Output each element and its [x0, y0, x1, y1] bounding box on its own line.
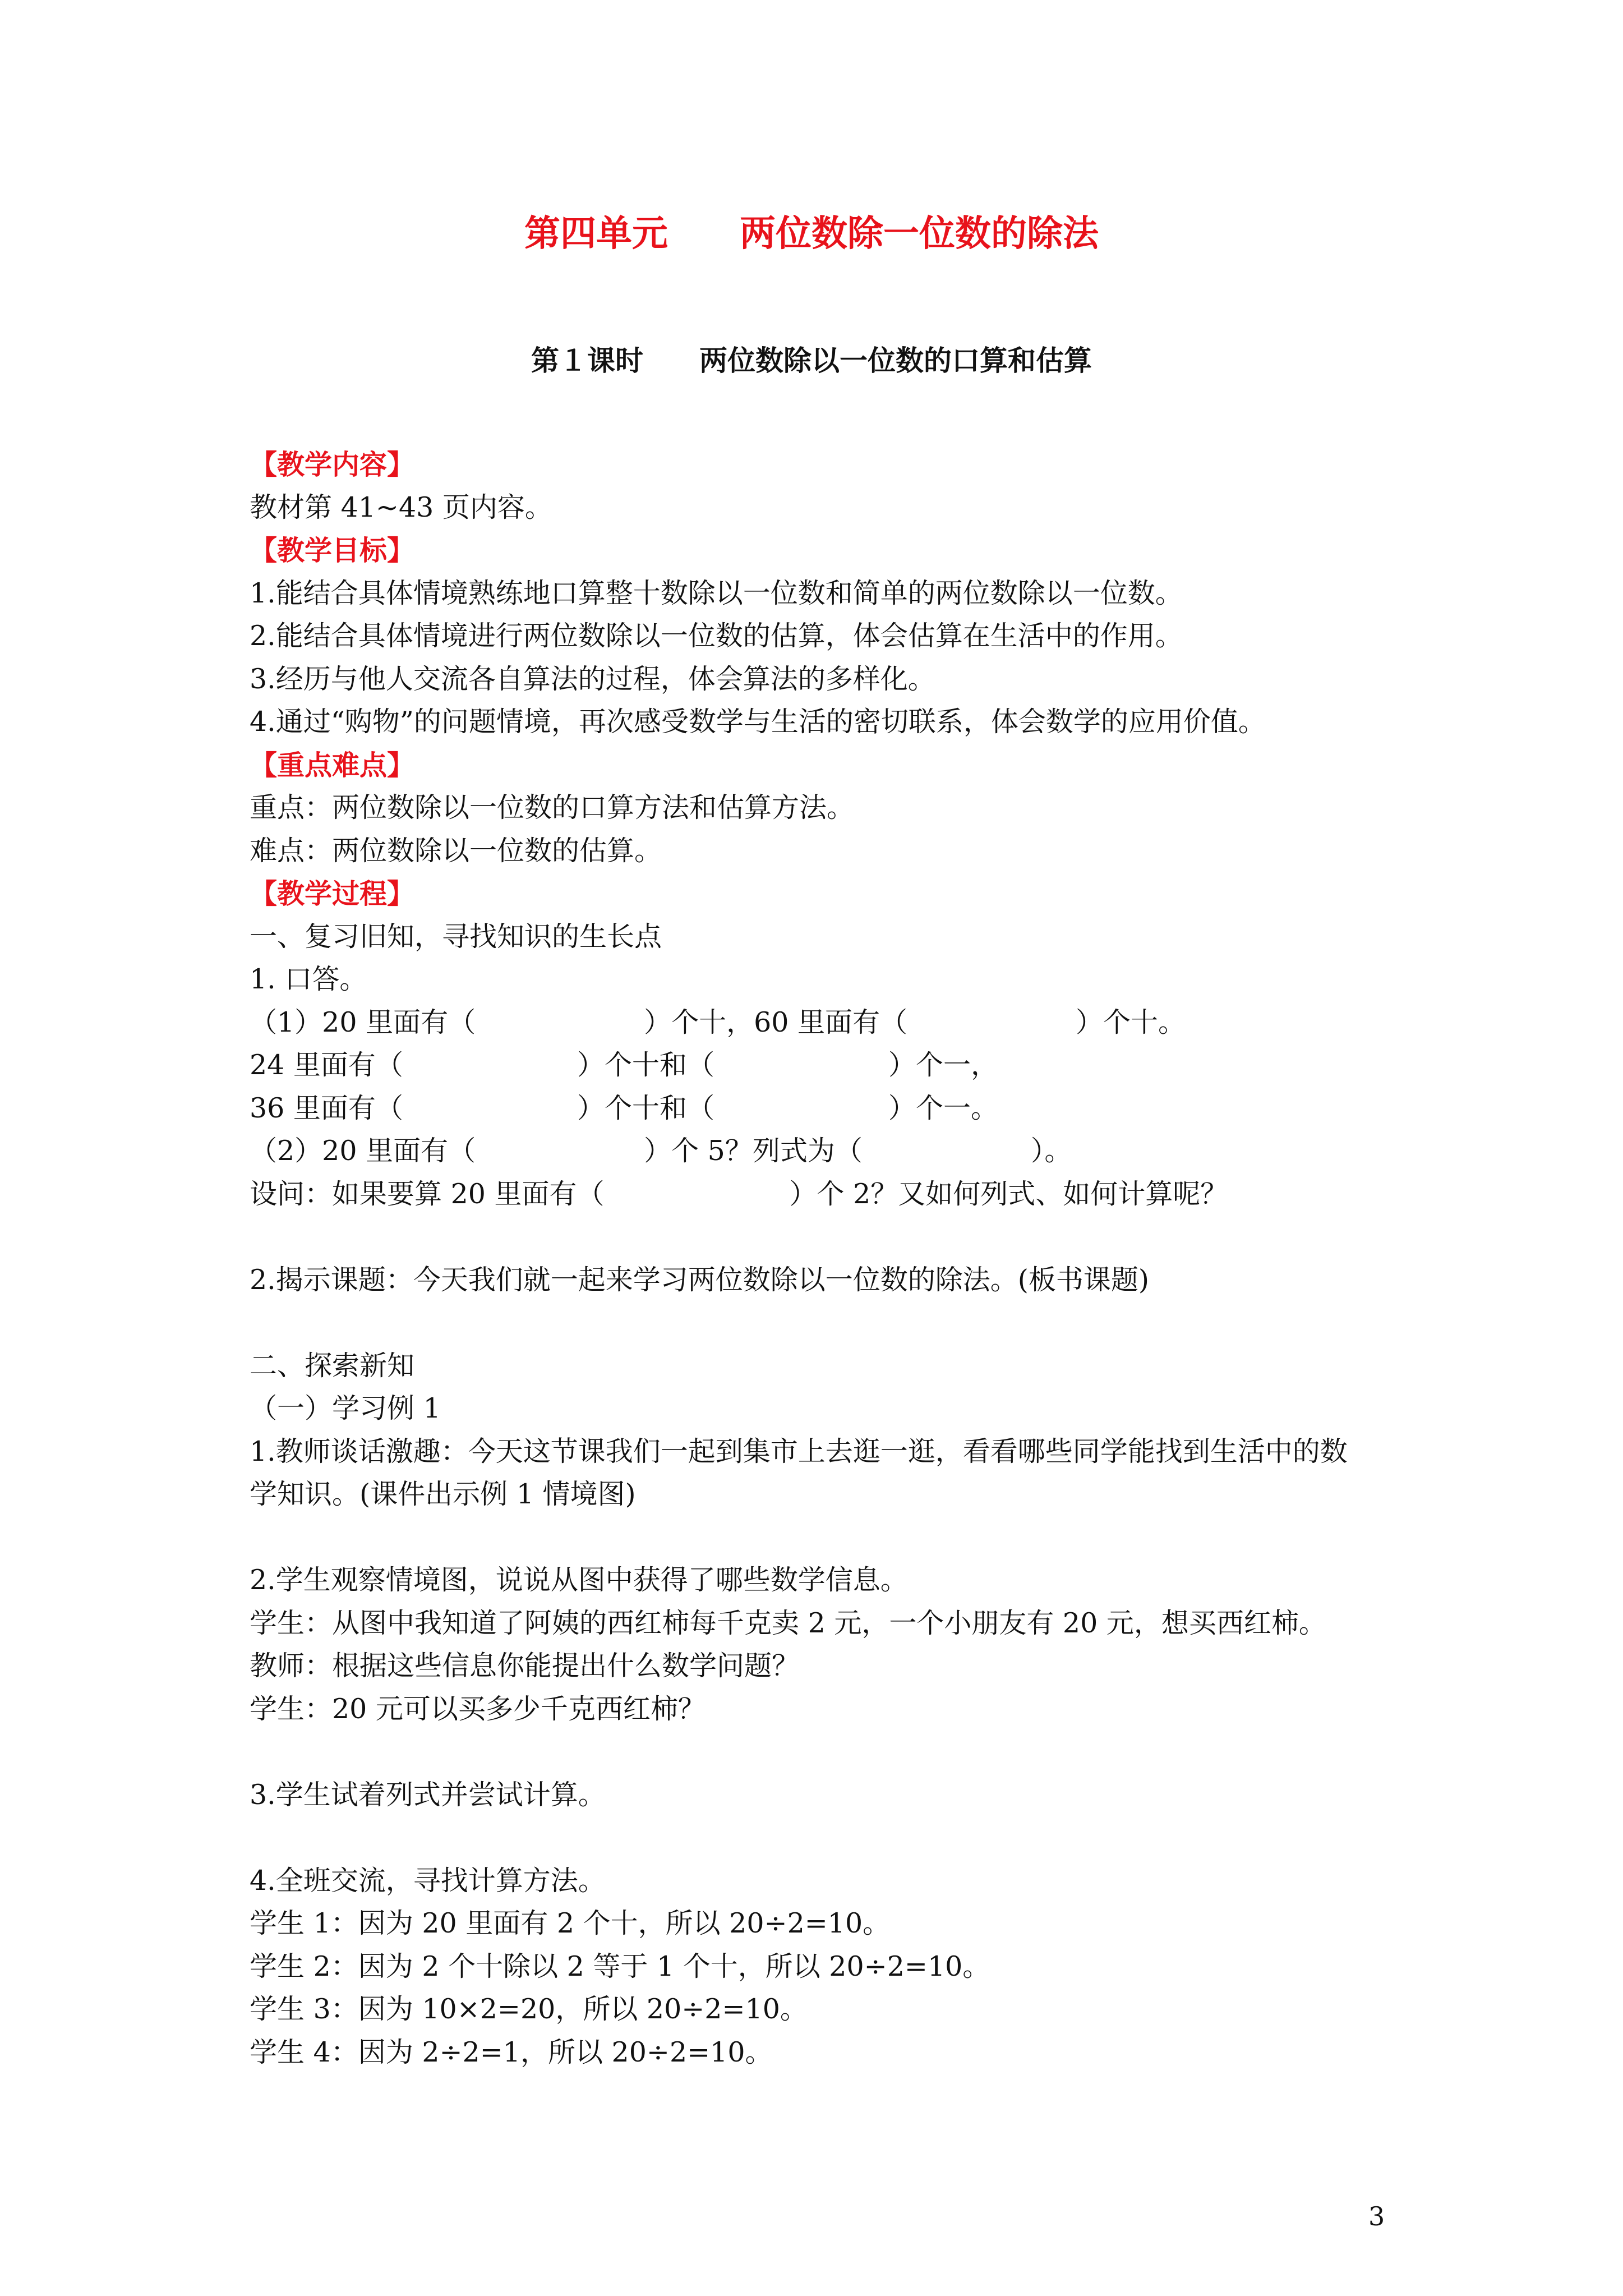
lesson-title: 第１课时 两位数除以一位数的口算和估算	[531, 344, 1092, 377]
question-part: ）个一。	[888, 1092, 998, 1124]
dialogue-line: 学生：从图中我知道了阿姨的西红柿每千克卖 2 元，一个小朋友有 20 元，想买西红柿。	[250, 1607, 1326, 1639]
example-heading: （一）学习例 1	[250, 1392, 441, 1424]
difficulty-point: 难点：两位数除以一位数的估算。	[250, 834, 662, 867]
section-heading-content: 【教学内容】	[250, 448, 415, 481]
observe-step: 2.学生观察情境图，说说从图中获得了哪些数学信息。	[250, 1564, 908, 1596]
question-part: （1）20 里面有（	[250, 1006, 476, 1038]
question-line	[250, 1087, 1405, 1130]
question-part: ）个 2？又如何列式、如何计算呢？	[789, 1177, 1228, 1210]
goal-item: 1.能结合具体情境熟练地口算整十数除以一位数和简单的两位数除以一位数。	[250, 577, 1183, 609]
blank-line	[250, 1816, 1405, 1860]
question-line	[250, 1001, 1405, 1045]
student-method: 学生 4：因为 2÷2=1，所以 20÷2=10。	[250, 2036, 773, 2068]
question-part: ）。	[1030, 1135, 1072, 1167]
document-body	[250, 443, 1405, 2074]
question-line	[250, 1044, 1405, 1087]
share-step: 4.全班交流，寻找计算方法。	[250, 1864, 606, 1897]
goal-item: 2.能结合具体情境进行两位数除以一位数的估算，体会估算在生活中的作用。	[250, 620, 1183, 652]
question-part: ）个十，60 里面有（	[644, 1006, 908, 1038]
student-method: 学生 2：因为 2 个十除以 2 等于 1 个十，所以 20÷2=10。	[250, 1950, 990, 1982]
teacher-talk: 1.教师谈话激趣：今天这节课我们一起到集市上去逛一逛，看看哪些同学能找到生活中的数	[250, 1435, 1348, 1467]
question-part: ）个十和（	[577, 1092, 714, 1124]
oral-answer: 1. 口答。	[250, 963, 367, 995]
blank-line	[250, 1301, 1405, 1345]
section-heading-key: 【重点难点】	[250, 748, 415, 781]
blank-line	[250, 1516, 1405, 1559]
question-line	[250, 1130, 1405, 1173]
question-part: ）个十。	[1076, 1006, 1186, 1038]
question-part: 24 里面有（	[250, 1049, 403, 1081]
question-part: ）个十和（	[577, 1049, 714, 1081]
question-line	[250, 1173, 1405, 1216]
try-step: 3.学生试着列式并尝试计算。	[250, 1778, 606, 1811]
goal-item: 4.通过“购物”的问题情境，再次感受数学与生活的密切联系，体会数学的应用价值。	[250, 706, 1266, 738]
teacher-talk: 学知识。(课件出示例 1 情境图)	[250, 1478, 636, 1510]
page-number: 3	[1368, 2201, 1385, 2231]
section-heading-goals: 【教学目标】	[250, 534, 415, 567]
question-part: 36 里面有（	[250, 1092, 403, 1124]
question-part: ）个一，	[888, 1049, 998, 1081]
question-part: （2）20 里面有（	[250, 1135, 476, 1167]
key-point: 重点：两位数除以一位数的口算方法和估算方法。	[250, 792, 855, 823]
reveal-topic: 2.揭示课题：今天我们就一起来学习两位数除以一位数的除法。(板书课题)	[250, 1263, 1149, 1296]
student-method: 学生 1：因为 20 里面有 2 个十，所以 20÷2=10。	[250, 1907, 891, 1939]
blank-line	[250, 1731, 1405, 1774]
dialogue-line: 教师：根据这些信息你能提出什么数学问题？	[250, 1650, 800, 1682]
explore-heading: 二、探索新知	[250, 1349, 415, 1382]
unit-title: 第四单元 两位数除一位数的除法	[524, 213, 1099, 255]
question-part: ）个 5？列式为（	[644, 1135, 863, 1167]
goal-item: 3.经历与他人交流各自算法的过程，体会算法的多样化。	[250, 662, 935, 695]
student-method: 学生 3：因为 10×2=20，所以 20÷2=10。	[250, 1993, 808, 2025]
question-part: 设问：如果要算 20 里面有（	[250, 1177, 605, 1210]
section-heading-process: 【教学过程】	[250, 877, 415, 910]
dialogue-line: 学生：20 元可以买多少千克西红柿？	[250, 1692, 706, 1725]
content-text: 教材第 41~43 页内容。	[250, 491, 552, 523]
review-heading: 一、复习旧知，寻找知识的生长点	[250, 920, 662, 953]
blank-line	[250, 1216, 1405, 1259]
